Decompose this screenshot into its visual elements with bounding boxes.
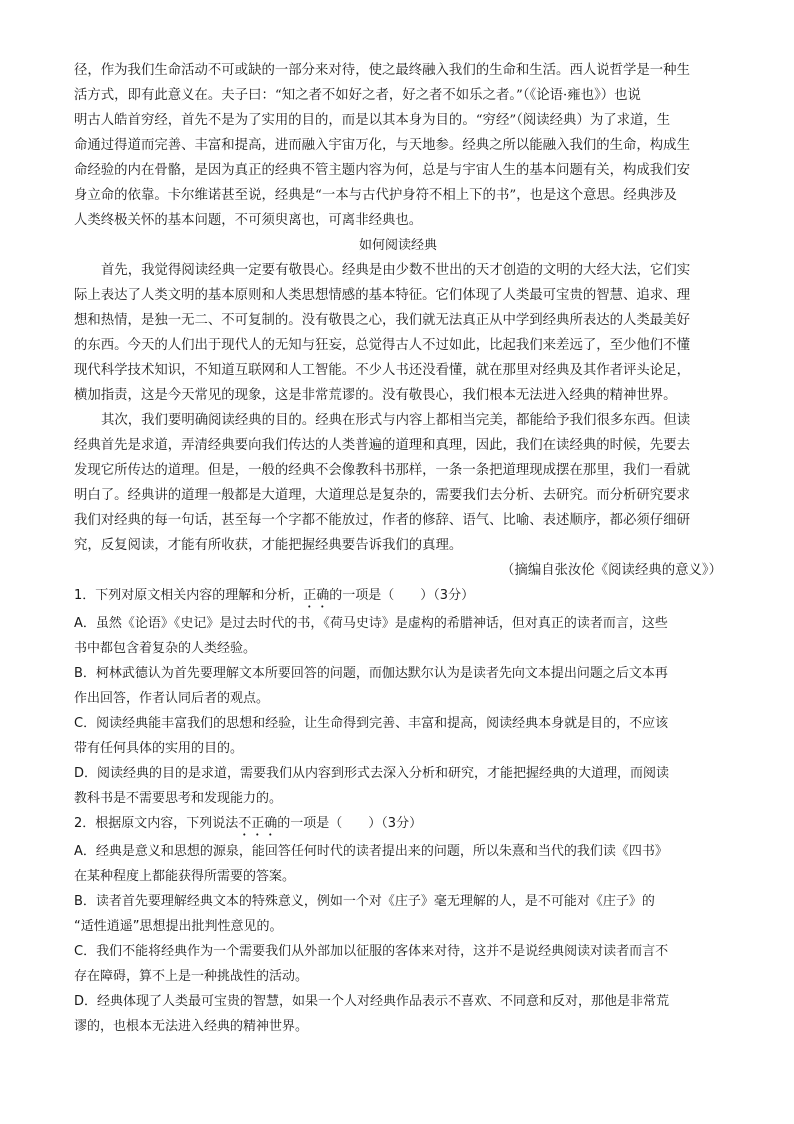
question-stem: [74, 811, 722, 836]
section-heading: 如何阅读经典: [358, 238, 437, 253]
text-line: 明古人皓首穷经，首先不是为了实用的目的，而是以其本身为目的。“穷经”（阅读经典）为了求道，生: [74, 113, 671, 128]
option-b-cont: “适性逍遥”思想提出批判性意见的。: [74, 919, 283, 934]
text-line: 的东西。今天的人们出于现代人的无知与狂妄，总觉得古人不过如此，比起我们来差远了，至少他们不懂: [74, 338, 690, 353]
text-line: 首先，我觉得阅读经典一定要有敬畏心。经典是由少数不世出的天才创造的文明的大经大法，它们实: [101, 263, 691, 278]
option-a: A．经典是意义和思想的源泉，能回答任何时代的读者提出来的问题，所以朱熹和当代的我们读《四书》: [74, 844, 668, 859]
passage-paragraph-3: [74, 408, 722, 558]
option-c: C．我们不能将经典作为一个需要我们从外部加以征服的客体来对待，这并不是说经典阅读对读者而言不: [74, 944, 669, 959]
text-line: 发现它所传达的道理。但是，一般的经典不会像教科书那样，一条一条把道理现成摆在那里，我们一看就: [74, 463, 690, 478]
option-c-cont: 存在障碍，算不上是一种挑战性的活动。: [74, 969, 309, 984]
exam-page: [74, 58, 722, 1039]
text-line: 我们对经典的每一句话，甚至每一个字都不能放过，作者的修辞、语气、比喻、表述顺序，都必须仔细研: [74, 513, 690, 528]
question-stem: [74, 583, 722, 608]
emphasized-word: 正确: [303, 588, 330, 603]
text-line: 径，作为我们生命活动不可或缺的一部分来对待，使之最终融入我们的生命和生活。西人说哲学是一种生: [74, 63, 690, 78]
source-citation: （摘编自张汝伦《阅读经典的意义》）: [501, 563, 722, 578]
stem-text: 的一项是（ ）（3分）: [329, 588, 475, 603]
text-line: 际上表达了人类文明的基本原则和人类思想情感的基本特征。它们体现了人类最可宝贵的智慧、追求、理: [74, 288, 690, 303]
text-line: 现代科学技术知识，不知道互联网和人工智能。不少人书还没看懂，就在那里对经典及其作者评头论足，: [74, 363, 690, 378]
text-line: 究，反复阅读，才能有所收获，才能把握经典要告诉我们的真理。: [74, 538, 463, 553]
text-line: 活方式，即有此意义在。夫子曰：“知之者不如好之者，好之者不如乐之者。”（《论语·雍也》）也说: [74, 88, 641, 103]
emphasized-word: 不正确: [238, 816, 278, 831]
stem-text: 1．下列对原文相关内容的理解和分析，: [74, 588, 304, 603]
option-c: C．阅读经典能丰富我们的思想和经验，让生命得到完善、丰富和提高，阅读经典本身就是目的，不应该: [74, 716, 669, 731]
text-line: 经典首先是求道，弄清经典要向我们传达的人类普遍的道理和真理，因此，我们在读经典的时候，先要去: [74, 438, 690, 453]
option-c-cont: 带有任何具体的实用的目的。: [74, 741, 244, 756]
question-2: [74, 811, 722, 1039]
text-line: 身立命的依靠。卡尔维诺甚至说，经典是“一本与古代护身符不相上下的书”，也是这个意思。经典涉及: [74, 188, 677, 203]
option-a-cont: 书中都包含着复杂的人类经验。: [74, 641, 257, 656]
option-b: B．柯林武德认为首先要理解文本所要回答的问题，而伽达默尔认为是读者先向文本提出问题之后文本再: [74, 666, 668, 681]
option-d-cont: 谬的，也根本无法进入经典的精神世界。: [74, 1019, 309, 1034]
stem-text: 2．根据原文内容，下列说法: [74, 816, 239, 831]
option-d-cont: 教科书是不需要思考和发现能力的。: [74, 791, 283, 806]
question-1: [74, 583, 722, 811]
passage-paragraph-2: [74, 258, 722, 408]
text-line: 其次，我们要明确阅读经典的目的。经典在形式与内容上都相当完美，都能给予我们很多东西。但读: [101, 413, 691, 428]
option-a: A．虽然《论语》《史记》是过去时代的书，《荷马史诗》是虚构的希腊神话，但对真正的读者而言，这些: [74, 616, 668, 631]
text-line: 命经验的内在骨骼，是因为真正的经典不管主题内容为何，总是与宇宙人生的基本问题有关，构成我们安: [74, 163, 690, 178]
text-line: 横加指责，这是今天常见的现象，这是非常荒谬的。没有敬畏心，我们根本无法进入经典的精神世界。: [74, 388, 677, 403]
stem-text: 的一项是（ ）（3分）: [277, 816, 423, 831]
text-line: 命通过得道而完善、丰富和提高，进而融入宇宙万化，与天地参。经典之所以能融入我们的生命，构成生: [74, 138, 690, 153]
option-d: D．阅读经典的目的是求道，需要我们从内容到形式去深入分析和研究，才能把握经典的大道理，而阅读: [74, 766, 670, 781]
option-b-cont: 作出回答，作者认同后者的观点。: [74, 691, 270, 706]
option-a-cont: 在某种程度上都能获得所需要的答案。: [74, 869, 296, 884]
option-b: B．读者首先要理解经典文本的特殊意义，例如一个对《庄子》毫无理解的人，是不可能对《庄子》的: [74, 894, 655, 909]
text-line: 人类终极关怀的基本问题，不可须臾离也，可离非经典也。: [74, 213, 423, 228]
option-d: D．经典体现了人类最可宝贵的智慧，如果一个人对经典作品表示不喜欢、不同意和反对，那他是非常荒: [74, 994, 670, 1009]
text-line: 明白了。经典讲的道理一般都是大道理，大道理总是复杂的，需要我们去分析、去研究。而分析研究要求: [74, 488, 690, 503]
text-line: 想和热情，是独一无二、不可复制的。没有敬畏之心，我们就无法真正从中学到经典所表达的人类最美好: [74, 313, 690, 328]
passage-paragraph-1: [74, 58, 722, 233]
